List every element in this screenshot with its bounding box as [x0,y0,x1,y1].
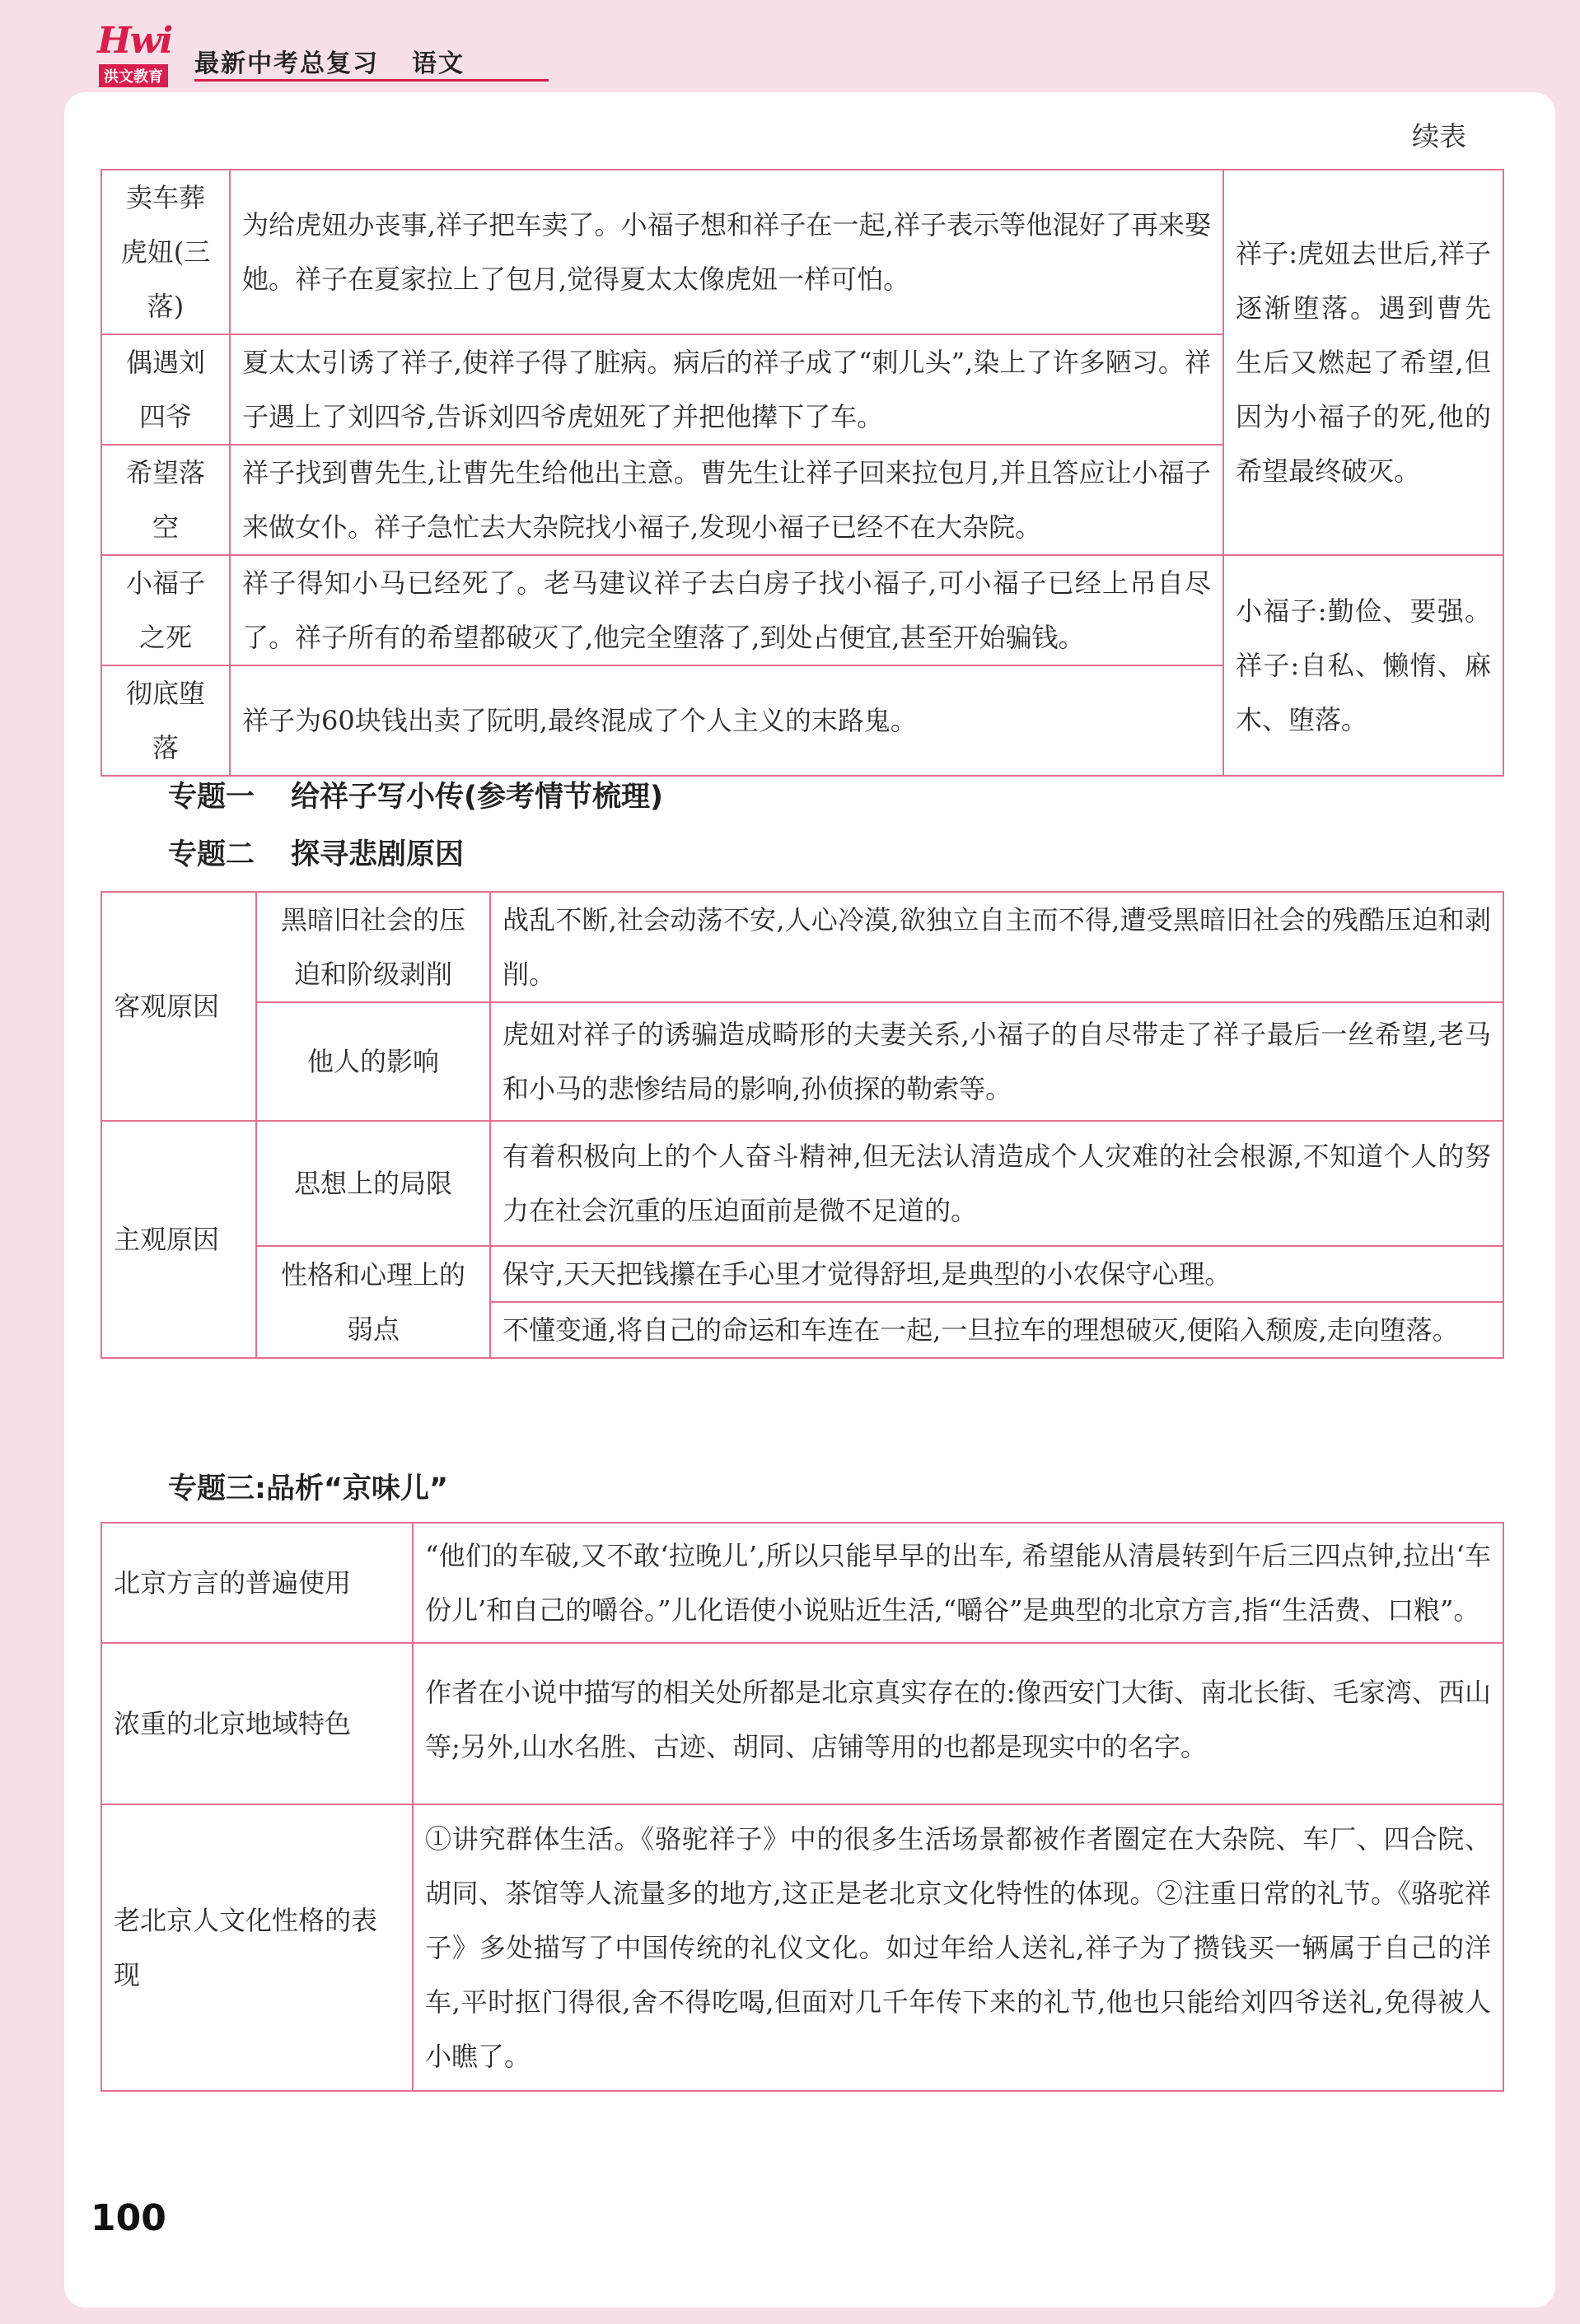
publisher-name: 洪文教育 [99,64,168,87]
book-title [194,43,465,79]
stage-cell: 卖车葬虎妞(三落) [101,170,230,334]
aspect-cell: 浓重的北京地域特色 [101,1643,413,1804]
table-row [101,1002,1503,1121]
table-row [101,1523,1503,1643]
stage-cell: 偶遇刘四爷 [101,334,230,445]
stage-cell: 小福子之死 [101,555,230,665]
page-header [0,0,1580,91]
content-cell: 祥子找到曹先生,让曹先生给他出主意。曹先生让祥子回来拉包月,并且答应让小福子来做女仆。祥子急忙去大杂院找小福子,发现小福子已经不在大杂院。 [230,445,1223,555]
cause-desc-cell: 战乱不断,社会动荡不安,人心冷漠,欲独立自主而不得,遭受黑暗旧社会的残酷压迫和剥削。 [490,892,1503,1002]
table-row [101,1121,1503,1246]
page-number: 100 [91,2197,166,2239]
subject-label: 语文 [412,49,465,78]
beijing-flavor-table [101,1522,1504,2092]
content-cell: 为给虎妞办丧事,祥子把车卖了。小福子想和祥子在一起,祥子表示等他混好了再来娶她。祥子在夏家拉上了包月,觉得夏太太像虎妞一样可怕。 [230,170,1223,334]
topic-one-label: 专题一 [168,781,255,814]
content-cell: 祥子得知小马已经死了。老马建议祥子去白房子找小福子,可小福子已经上吊自尽了。祥子所有的希望都破灭了,他完全堕落了,到处占便宜,甚至开始骗钱。 [230,555,1223,665]
content-cell: 祥子为60块钱出卖了阮明,最终混成了个人主义的末路鬼。 [230,665,1223,776]
stage-cell: 彻底堕落 [101,665,230,776]
cause-name-cell: 思想上的局限 [256,1121,490,1246]
aspect-cell: 老北京人文化性格的表现 [101,1804,413,2091]
topic-one-heading [168,774,663,815]
cause-category-cell: 客观原因 [101,892,256,1121]
aspect-desc-cell: “他们的车破,又不敢‘拉晚儿’,所以只能早早的出车, 希望能从清晨转到午后三四点钟,拉出‘车份儿’和自己的嚼谷。”儿化语使小说贴近生活,“嚼谷”是典型的北京方言,指“生活费、口粮”。 [413,1523,1503,1643]
header-divider [194,79,549,82]
cause-name-cell: 性格和心理上的弱点 [256,1246,490,1358]
table-row [101,170,1503,334]
stage-cell: 希望落空 [101,445,230,555]
cause-desc-cell: 虎妞对祥子的诱骗造成畸形的夫妻关系,小福子的自尽带走了祥子最后一丝希望,老马和小马的悲惨结局的影响,孙侦探的勒索等。 [490,1002,1503,1121]
cause-name-cell: 他人的影响 [256,1002,490,1121]
topic-three-heading: 专题三:品析“京味儿” [168,1472,449,1505]
topic-one-title: 给祥子写小传(参考情节梳理) [291,781,664,814]
topic-two-heading [168,832,464,873]
cause-desc-cell: 保守,天天把钱攥在手心里才觉得舒坦,是典型的小农保守心理。 [490,1246,1503,1302]
table-row [101,1643,1503,1804]
table-row [101,555,1503,665]
table-row [101,1246,1503,1302]
topic-two-title: 探寻悲剧原因 [291,838,465,871]
cause-name-cell: 黑暗旧社会的压迫和阶级剥削 [256,892,490,1002]
publisher-logo: Hwi [97,20,172,62]
table-row [101,1804,1503,2091]
note-cell: 小福子:勤俭、要强。祥子:自私、懒惰、麻木、堕落。 [1223,555,1503,776]
aspect-desc-cell: 作者在小说中描写的相关处所都是北京真实存在的:像西安门大街、南北长街、毛家湾、西山等;另外,山水名胜、古迹、胡同、店铺等用的也都是现实中的名字。 [413,1643,1503,1804]
topic-two-label: 专题二 [168,838,255,871]
cause-desc-cell: 有着积极向上的个人奋斗精神,但无法认清造成个人灾难的社会根源,不知道个人的努力在社会沉重的压迫面前是微不足道的。 [490,1121,1503,1246]
table-row [101,892,1503,1002]
cause-category-cell: 主观原因 [101,1121,256,1358]
book-title-text: 最新中考总复习 [194,49,379,78]
plot-table [101,169,1504,777]
cause-desc-cell: 不懂变通,将自己的命运和车连在一起,一旦拉车的理想破灭,便陷入颓废,走向堕落。 [490,1302,1503,1358]
cause-table [101,891,1504,1359]
content-cell: 夏太太引诱了祥子,使祥子得了脏病。病后的祥子成了“刺儿头”,染上了许多陋习。祥子遇上了刘四爷,告诉刘四爷虎妞死了并把他撵下了车。 [230,334,1223,445]
aspect-desc-cell: ①讲究群体生活。《骆驼祥子》中的很多生活场景都被作者圈定在大杂院、车厂、四合院、胡同、茶馆等人流量多的地方,这正是老北京文化特性的体现。②注重日常的礼节。《骆驼祥子》多处描写了中国传统的礼仪文化。如过年给人送礼,祥子为了攒钱买一辆属于自己的洋车,平时抠门得很,舍不得吃喝,但面对几千年传下来的礼节,他也只能给刘四爷送礼,免得被人小瞧了。 [413,1804,1503,2091]
note-cell: 祥子:虎妞去世后,祥子逐渐堕落。遇到曹先生后又燃起了希望,但因为小福子的死,他的希望最终破灭。 [1223,170,1503,555]
aspect-cell: 北京方言的普遍使用 [101,1523,413,1643]
continued-label: 续表 [1412,120,1466,152]
